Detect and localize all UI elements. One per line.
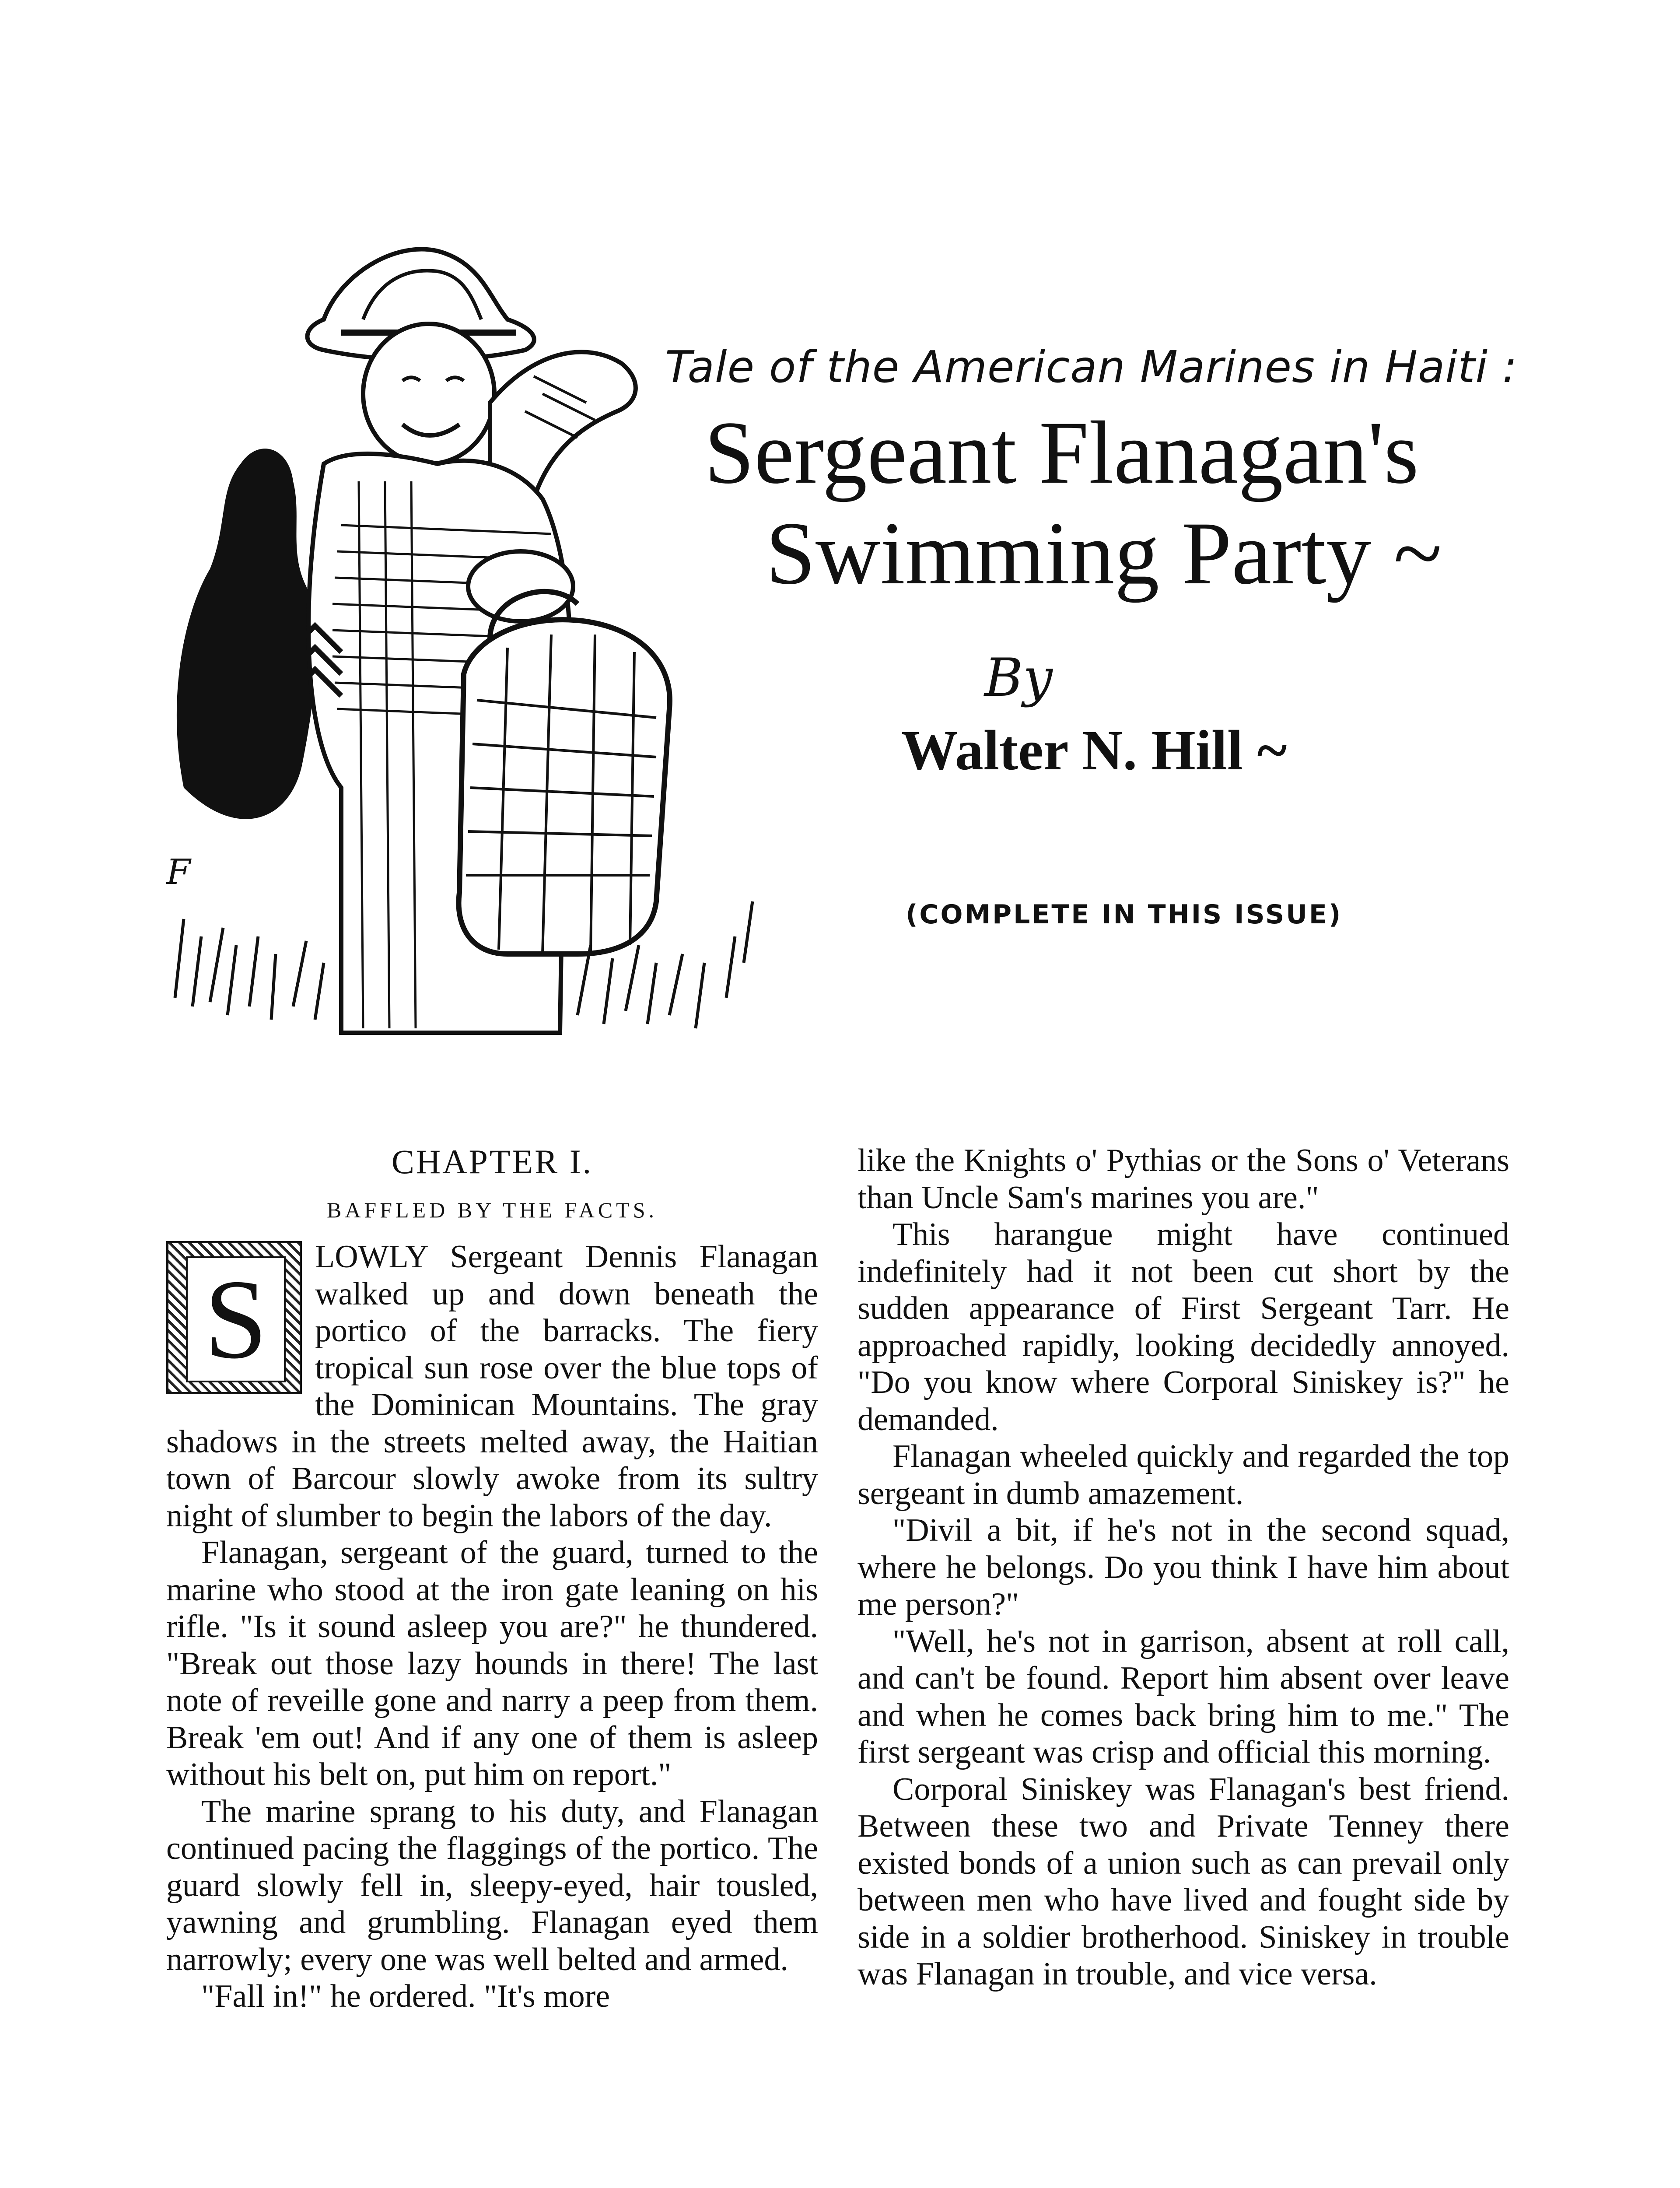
paragraph: like the Knights o' Pythias or the Sons o' Veterans than Uncle Sam's marines you are." [858, 1143, 1509, 1216]
shadow-silhouette [177, 449, 316, 819]
satchel [458, 620, 669, 954]
face [363, 324, 494, 464]
right-text-column [858, 1142, 1509, 1993]
paragraph: Flanagan, sergeant of the guard, turned to the marine who stood at the iron gate leaning on his rifle. "Is it sound asleep you are?" he thundered. "Break out those lazy hounds in there! The last note of reveille gone and narry a peep from them. Break 'em out! And if any one of them is asleep without his belt on, put him on report." [166, 1535, 818, 1792]
paragraph: "Well, he's not in garrison, absent at roll call, and can't be found. Report him absent over leave and when he comes back bring him to me." The first sergeant was crisp and official this morning. [858, 1623, 1509, 1770]
paragraph: The marine sprang to his duty, and Flanagan continued pacing the flaggings of the portico. The guard slowly fell in, sleepy-eyed, hair tousled, yawning and grumbling. Flanagan eyed them narrowly; every one was well belted and armed. [166, 1793, 818, 1978]
chapter-heading: CHAPTER I. [391, 1143, 593, 1181]
paragraph: This harangue might have continued indefinitely had it not been cut short by the sudden appearance of First Sergeant Tarr. He approached rapidly, looking decidedly annoyed. "Do you know where Corporal Siniskey is?" he demanded. [858, 1217, 1509, 1438]
paragraph: Corporal Siniskey was Flanagan's best friend. Between these two and Private Tenney there existed bonds of a union such as can prevail only between men who have lived and fought side by side in a soldier brotherhood. Siniskey in trouble was Flanagan in trouble, and vice versa. [858, 1771, 1509, 1992]
paragraph [166, 1238, 818, 1534]
left-text-column [166, 1142, 818, 2015]
paragraph: "Divil a bit, if he's not in the second squad, where he belongs. Do you think I have him about me person?" [858, 1512, 1509, 1622]
paragraph: Flanagan wheeled quickly and regarded the top sergeant in dumb amazement. [858, 1438, 1509, 1511]
byline-by: By [984, 648, 1053, 708]
paragraph: "Fall in!" he ordered. "It's more [201, 1978, 610, 2014]
story-kicker: Tale of the American Marines in Haiti : [665, 341, 1518, 393]
chapter-subheading: BAFFLED BY THE FACTS. [326, 1198, 658, 1222]
complete-in-this-issue-note: (COMPLETE IN THIS ISSUE) [906, 899, 1343, 930]
story-title-line-1: Sergeant Flanagan's [704, 403, 1419, 502]
ornamental-drop-cap [166, 1241, 302, 1394]
story-title-line-2: Swimming Party ~ [766, 504, 1442, 603]
byline-author: Walter N. Hill ~ [901, 719, 1287, 782]
paragraph-text: LOWLY Sergeant Dennis Flanagan walked up and down beneath the portico of the barracks. The fiery tropical sun rose over the blue tops of the Dominican Mountains. The gray shadows in the streets melted away, the Haitian town of Barcour slowly awoke from its sultry night of slumber to begin the labors of the day. [166, 1239, 818, 1534]
drop-cap-letter: S [186, 1256, 286, 1382]
artist-signature: F [166, 852, 191, 892]
